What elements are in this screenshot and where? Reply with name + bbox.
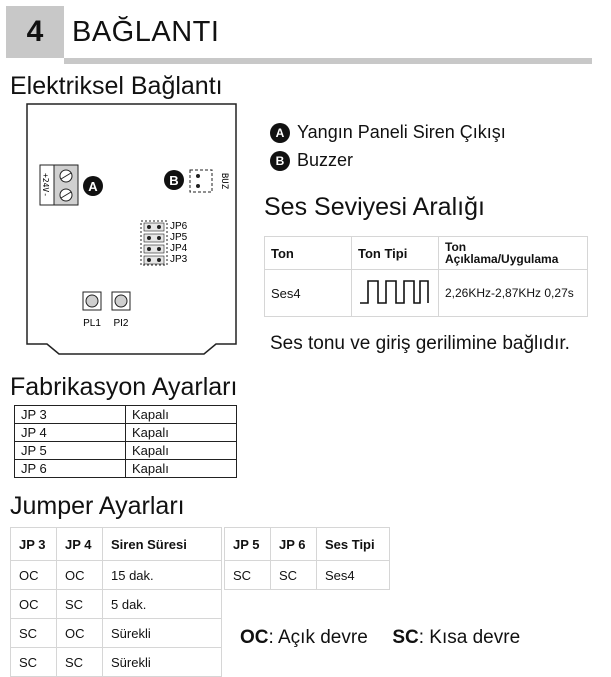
table-row: [15, 442, 237, 460]
jumper-cell: OC: [57, 619, 103, 648]
table-row: [15, 424, 237, 442]
jumper-cell: OC: [11, 561, 57, 590]
badge-a-icon: [83, 176, 103, 196]
badge-b-icon: [164, 170, 184, 190]
table-row: [15, 460, 237, 478]
jumper-title: Jumper Ayarları: [10, 492, 185, 520]
pi2-button: [112, 292, 130, 310]
table-row: [15, 406, 237, 424]
jumper-table-siren: [10, 527, 222, 677]
factory-title: Fabrikasyon Ayarları: [10, 373, 238, 401]
jumper-table-sound: [224, 527, 390, 590]
buzzer-connector: [190, 170, 212, 192]
jumper-cell: OC: [11, 590, 57, 619]
sound-header-type: Ton Tipi: [352, 237, 439, 270]
factory-table: [14, 405, 237, 478]
oc-sc-legend: [240, 627, 520, 649]
sound-cell-desc: 2,26KHz-2,87KHz 0,27s: [439, 270, 588, 317]
sound-note: Ses tonu ve giriş gerilimine bağlıdır.: [270, 333, 570, 354]
factory-cell-jp: JP 6: [15, 460, 126, 478]
pl1-button: [83, 292, 101, 310]
jumper-cell: Sürekli: [103, 648, 222, 677]
factory-cell-jp: JP 5: [15, 442, 126, 460]
oc-key: OC: [240, 627, 269, 648]
jumper-header: JP 3: [11, 528, 57, 561]
jumper-label-jp4: JP4: [170, 243, 188, 254]
sc-key: SC: [392, 627, 419, 648]
pl1-label: PL1: [83, 318, 101, 329]
sound-header-ton: Ton: [265, 237, 352, 270]
jumper-label-jp6: JP6: [170, 221, 188, 232]
pcb-board-diagram: [26, 103, 237, 355]
jumper-header: JP 6: [271, 528, 317, 561]
jumper-cell: SC: [11, 619, 57, 648]
legend-item-a: [270, 122, 506, 143]
pi2-label: PI2: [113, 318, 129, 329]
svg-text:A: A: [88, 179, 98, 194]
sound-table: [264, 236, 588, 317]
legend-item-b: [270, 150, 353, 171]
table-row: [11, 619, 222, 648]
jumper-cell: SC: [57, 648, 103, 677]
badge-b-icon: B: [270, 151, 290, 171]
table-row: [11, 561, 222, 590]
square-wave-icon: [358, 277, 432, 307]
jumper-label-jp5: JP5: [170, 232, 188, 243]
legend-label-a: Yangın Paneli Siren Çıkışı: [297, 122, 506, 142]
table-row: [11, 590, 222, 619]
sound-cell-ton: Ses4: [265, 270, 352, 317]
section-number: 4: [6, 6, 64, 58]
jumper-cell: Sürekli: [103, 619, 222, 648]
badge-a-icon: A: [270, 123, 290, 143]
jumper-cell: SC: [57, 590, 103, 619]
legend-label-b: Buzzer: [297, 150, 354, 170]
jumper-cell: 5 dak.: [103, 590, 222, 619]
sound-header-desc: Ton Açıklama/Uygulama: [439, 237, 588, 270]
jumper-cell: SC: [271, 561, 317, 590]
jumper-header: JP 5: [225, 528, 271, 561]
jumper-header: Ses Tipi: [317, 528, 390, 561]
factory-cell-state: Kapalı: [126, 460, 237, 478]
jumper-cell: SC: [11, 648, 57, 677]
electrical-title: Elektriksel Bağlantı: [10, 72, 223, 100]
jumper-cell: Ses4: [317, 561, 390, 590]
terminal-label: +24V-: [41, 172, 50, 198]
sc-text: : Kısa devre: [418, 627, 521, 648]
factory-cell-state: Kapalı: [126, 406, 237, 424]
factory-cell-jp: JP 3: [15, 406, 126, 424]
jumper-cell: 15 dak.: [103, 561, 222, 590]
oc-text: : Açık devre: [268, 627, 368, 648]
factory-cell-jp: JP 4: [15, 424, 126, 442]
jumper-pins: [141, 221, 167, 265]
section-title: BAĞLANTI: [72, 16, 220, 48]
jumper-header: Siren Süresi: [103, 528, 222, 561]
jumper-cell: SC: [225, 561, 271, 590]
jumper-label-jp3: JP3: [170, 254, 188, 265]
factory-cell-state: Kapalı: [126, 424, 237, 442]
buzzer-label: BUZ: [219, 172, 229, 190]
header-underline: [64, 58, 592, 64]
sound-title: Ses Seviyesi Aralığı: [264, 193, 485, 221]
sound-cell-waveform: [352, 270, 439, 317]
table-row: [225, 561, 390, 590]
jumper-cell: OC: [57, 561, 103, 590]
svg-text:B: B: [169, 173, 179, 188]
table-row: [11, 648, 222, 677]
factory-cell-state: Kapalı: [126, 442, 237, 460]
jumper-header: JP 4: [57, 528, 103, 561]
